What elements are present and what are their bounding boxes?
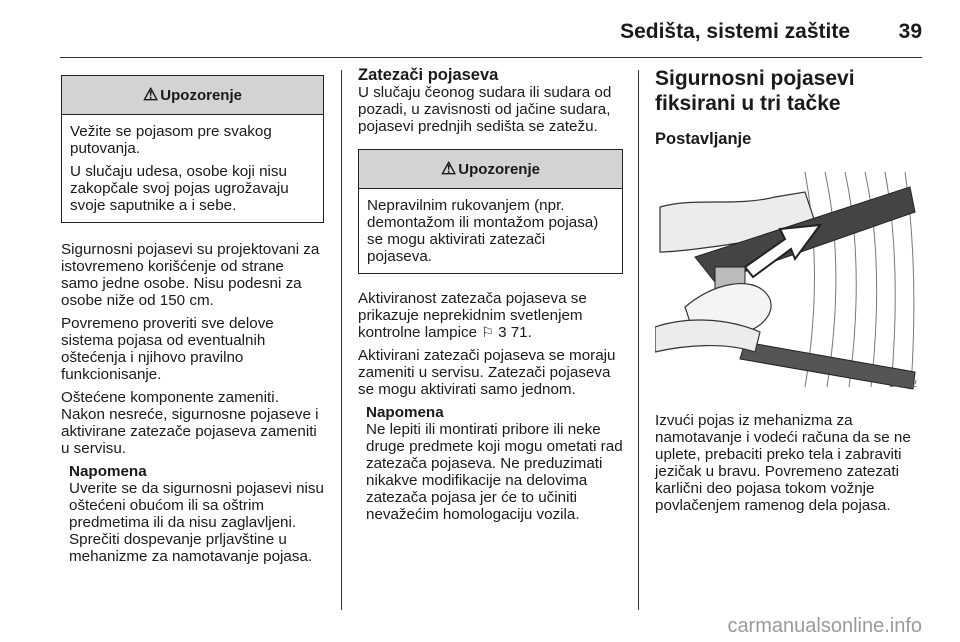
warning-title: Upozorenje xyxy=(160,86,242,104)
note-text: Ne lepiti ili montirati pribore ili neke druge predmete koji mogu ometati rad zatezača pojaseva. Ne preduzimati nikakve modifikacije na delovima zatezača pojasa jer će to učiniti nevažećim homologaciju vozila. xyxy=(366,421,623,523)
warning-title: Upozorenje xyxy=(458,160,540,178)
warning-box xyxy=(61,75,324,223)
body-paragraph: Aktivirani zatezači pojaseva se moraju zameniti u servisu. Zatezači pojaseva se mogu aktivirati samo jednom. xyxy=(358,347,616,398)
warning-triangle-icon: ⚠ xyxy=(441,159,457,178)
warning-text: U slučaju udesa, osobe koji nisu zakopčale svoj pojas ugrožavaju svoje saputnike a i sebe. xyxy=(70,163,289,214)
page-header xyxy=(0,0,960,60)
seatbelt-pretensioner-icon: ⚐ xyxy=(481,324,494,340)
section-heading: Sigurnosni pojasevi fiksirani u tri tačke xyxy=(655,67,855,115)
page-reference[interactable]: 3 71. xyxy=(498,324,532,341)
note-block xyxy=(69,463,324,565)
warning-text: Vežite se pojasom pre svakog putovanja. xyxy=(70,123,272,157)
note-block xyxy=(366,404,623,523)
indicator-text: Aktiviranost zatezača pojaseva se prikazuje neprekidnim svetlenjem kontrolne lampice xyxy=(358,290,587,341)
warning-body xyxy=(359,189,622,273)
note-text: Uverite se da sigurnosni pojasevi nisu oštećeni obućom ili sa oštrim predmetima ili da nisu zaglavljeni. Sprečiti dospevanje prljavštine u mehanizme za namotavanje pojasa. xyxy=(69,480,324,565)
header-divider xyxy=(60,57,922,58)
column-1 xyxy=(61,66,324,571)
note-title: Napomena xyxy=(366,404,444,421)
subheading: Postavljanje xyxy=(655,130,752,148)
body-paragraph: Sigurnosni pojasevi su projektovani za istovremeno korišćenje od strane samo jedne osobe. Nisu podesni za osobe niže od 150 cm. xyxy=(61,241,320,309)
note-title: Napomena xyxy=(69,463,147,480)
body-paragraph xyxy=(358,290,623,341)
figure-code: 30052 xyxy=(889,379,917,390)
warning-triangle-icon: ⚠ xyxy=(143,85,159,104)
seatbelt-illustration xyxy=(655,167,920,392)
body-paragraph: Izvući pojas iz mehanizma za namotavanje i vodeći računa da se ne uplete, prebaciti preko tela i zabraviti jezičak u bravu. Povremeno zatezati karlični deo pojasa tokom vožnje povlačenjem ramenog dela pojasa. xyxy=(655,412,911,514)
body-paragraph: Oštećene komponente zameniti. Nakon nesreće, sigurnosne pojaseve i aktivirane zatezače pojaseva zameniti u servisu. xyxy=(61,389,319,457)
warning-text: Nepravilnim rukovanjem (npr. demontažom ili montažom pojasa) se mogu aktivirati zatezači pojaseva. xyxy=(367,197,599,265)
seatbelt-drawing xyxy=(655,167,920,392)
column-3 xyxy=(655,66,920,520)
warning-body xyxy=(62,115,323,222)
column-divider xyxy=(638,70,639,610)
warning-box xyxy=(358,149,623,274)
column-2 xyxy=(358,66,623,529)
warning-header xyxy=(62,76,323,115)
section-heading: Zatezači pojaseva xyxy=(358,66,499,84)
intro-paragraph: U slučaju čeonog sudara ili sudara od pozadi, u zavisnosti od jačine sudara, pojasevi prednjih sedišta se zatežu. xyxy=(358,84,612,135)
column-divider xyxy=(341,70,342,610)
page-number: 39 xyxy=(898,20,922,43)
warning-header xyxy=(359,150,622,189)
watermark: carmanualsonline.info xyxy=(727,615,922,637)
body-paragraph: Povremeno proveriti sve delove sistema pojasa od eventualnih oštećenja i njihovo pravilno funkcionisanje. xyxy=(61,315,274,383)
section-title: Sedišta, sistemi zaštite xyxy=(620,20,850,43)
